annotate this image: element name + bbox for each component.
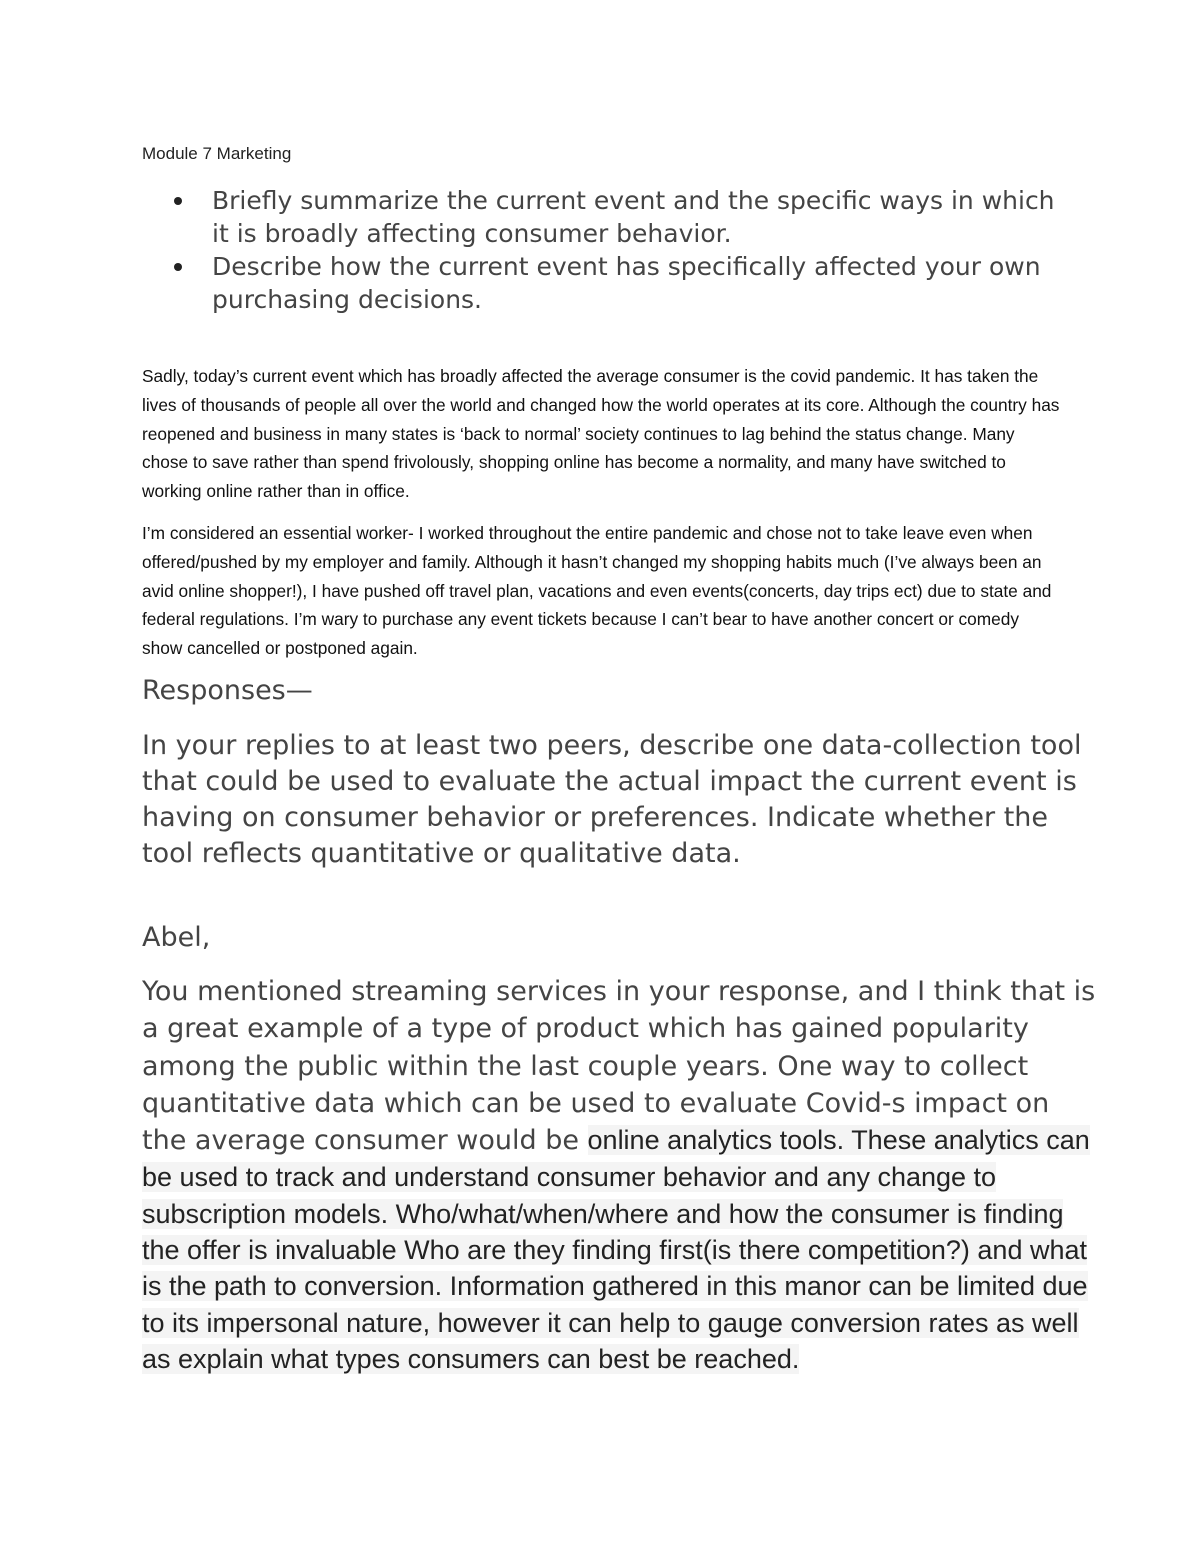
document-title: Module 7 Marketing	[142, 144, 292, 163]
reply-body	[142, 973, 1102, 1377]
reply-text-part-2-highlighted: online analytics tools. These analytics can be used to track and understand consumer behavior and any change to subscription models. Who/what/when/where and how the consumer is finding the offer is invaluable Who are they finding first(is there competition?) and what is the path to conversion. Information gathered in this manor can be limited due to its impersonal nature, however it can help to gauge conversion rates as well as explain what types consumers can best be reached.	[142, 1125, 1090, 1374]
bullet-dot-icon	[174, 197, 182, 205]
bullet-item	[170, 184, 1070, 250]
paragraph-personal-impact: I’m considered an essential worker- I worked throughout the entire pandemic and chose not to take leave even when offered/pushed by my employer and family. Although it hasn’t changed my shopping habits much (I’ve always been an avid online shopper!), I have pushed off travel plan, vacations and even events(concerts, day trips ect) due to state and federal regulations. I’m wary to purchase any event tickets because I can’t bear to have another concert or comedy show cancelled or postponed again.	[142, 523, 1052, 659]
responses-prompt: In your replies to at least two peers, describe one data-collection tool that could be used to evaluate the actual impact the current event is having on consumer behavior or preferences. Indicate whether the tool reflects quantitative or qualitative data.	[142, 730, 1082, 869]
bullet-item	[170, 250, 1070, 316]
paragraph-covid-summary: Sadly, today’s current event which has broadly affected the average consumer is the covid pandemic. It has taken the lives of thousands of people all over the world and changed how the world operates at its core. Although the country has reopened and business in many states is ‘back to normal’ society continues to lag behind the status change. Many chose to save rather than spend frivolously, shopping online has become a normality, and many have switched to working online rather than in office.	[142, 366, 1060, 502]
reply-salutation: Abel,	[142, 922, 211, 953]
responses-heading: Responses—	[142, 675, 313, 706]
prompt-bullet-list	[170, 184, 1070, 316]
bullet-dot-icon	[174, 263, 182, 271]
reply-text-part-1: You mentioned streaming services in your response, and I think that is a great example of a type of product which has gained popularity among the public within the last couple years. One way to collect quantitative data which can be used to evaluate Covid-s impact on the average consumer would be	[142, 976, 1096, 1157]
bullet-text: Describe how the current event has specifically affected your own purchasing decisions.	[212, 252, 1041, 314]
bullet-text: Briefly summarize the current event and the specific ways in which it is broadly affecting consumer behavior.	[212, 186, 1055, 248]
